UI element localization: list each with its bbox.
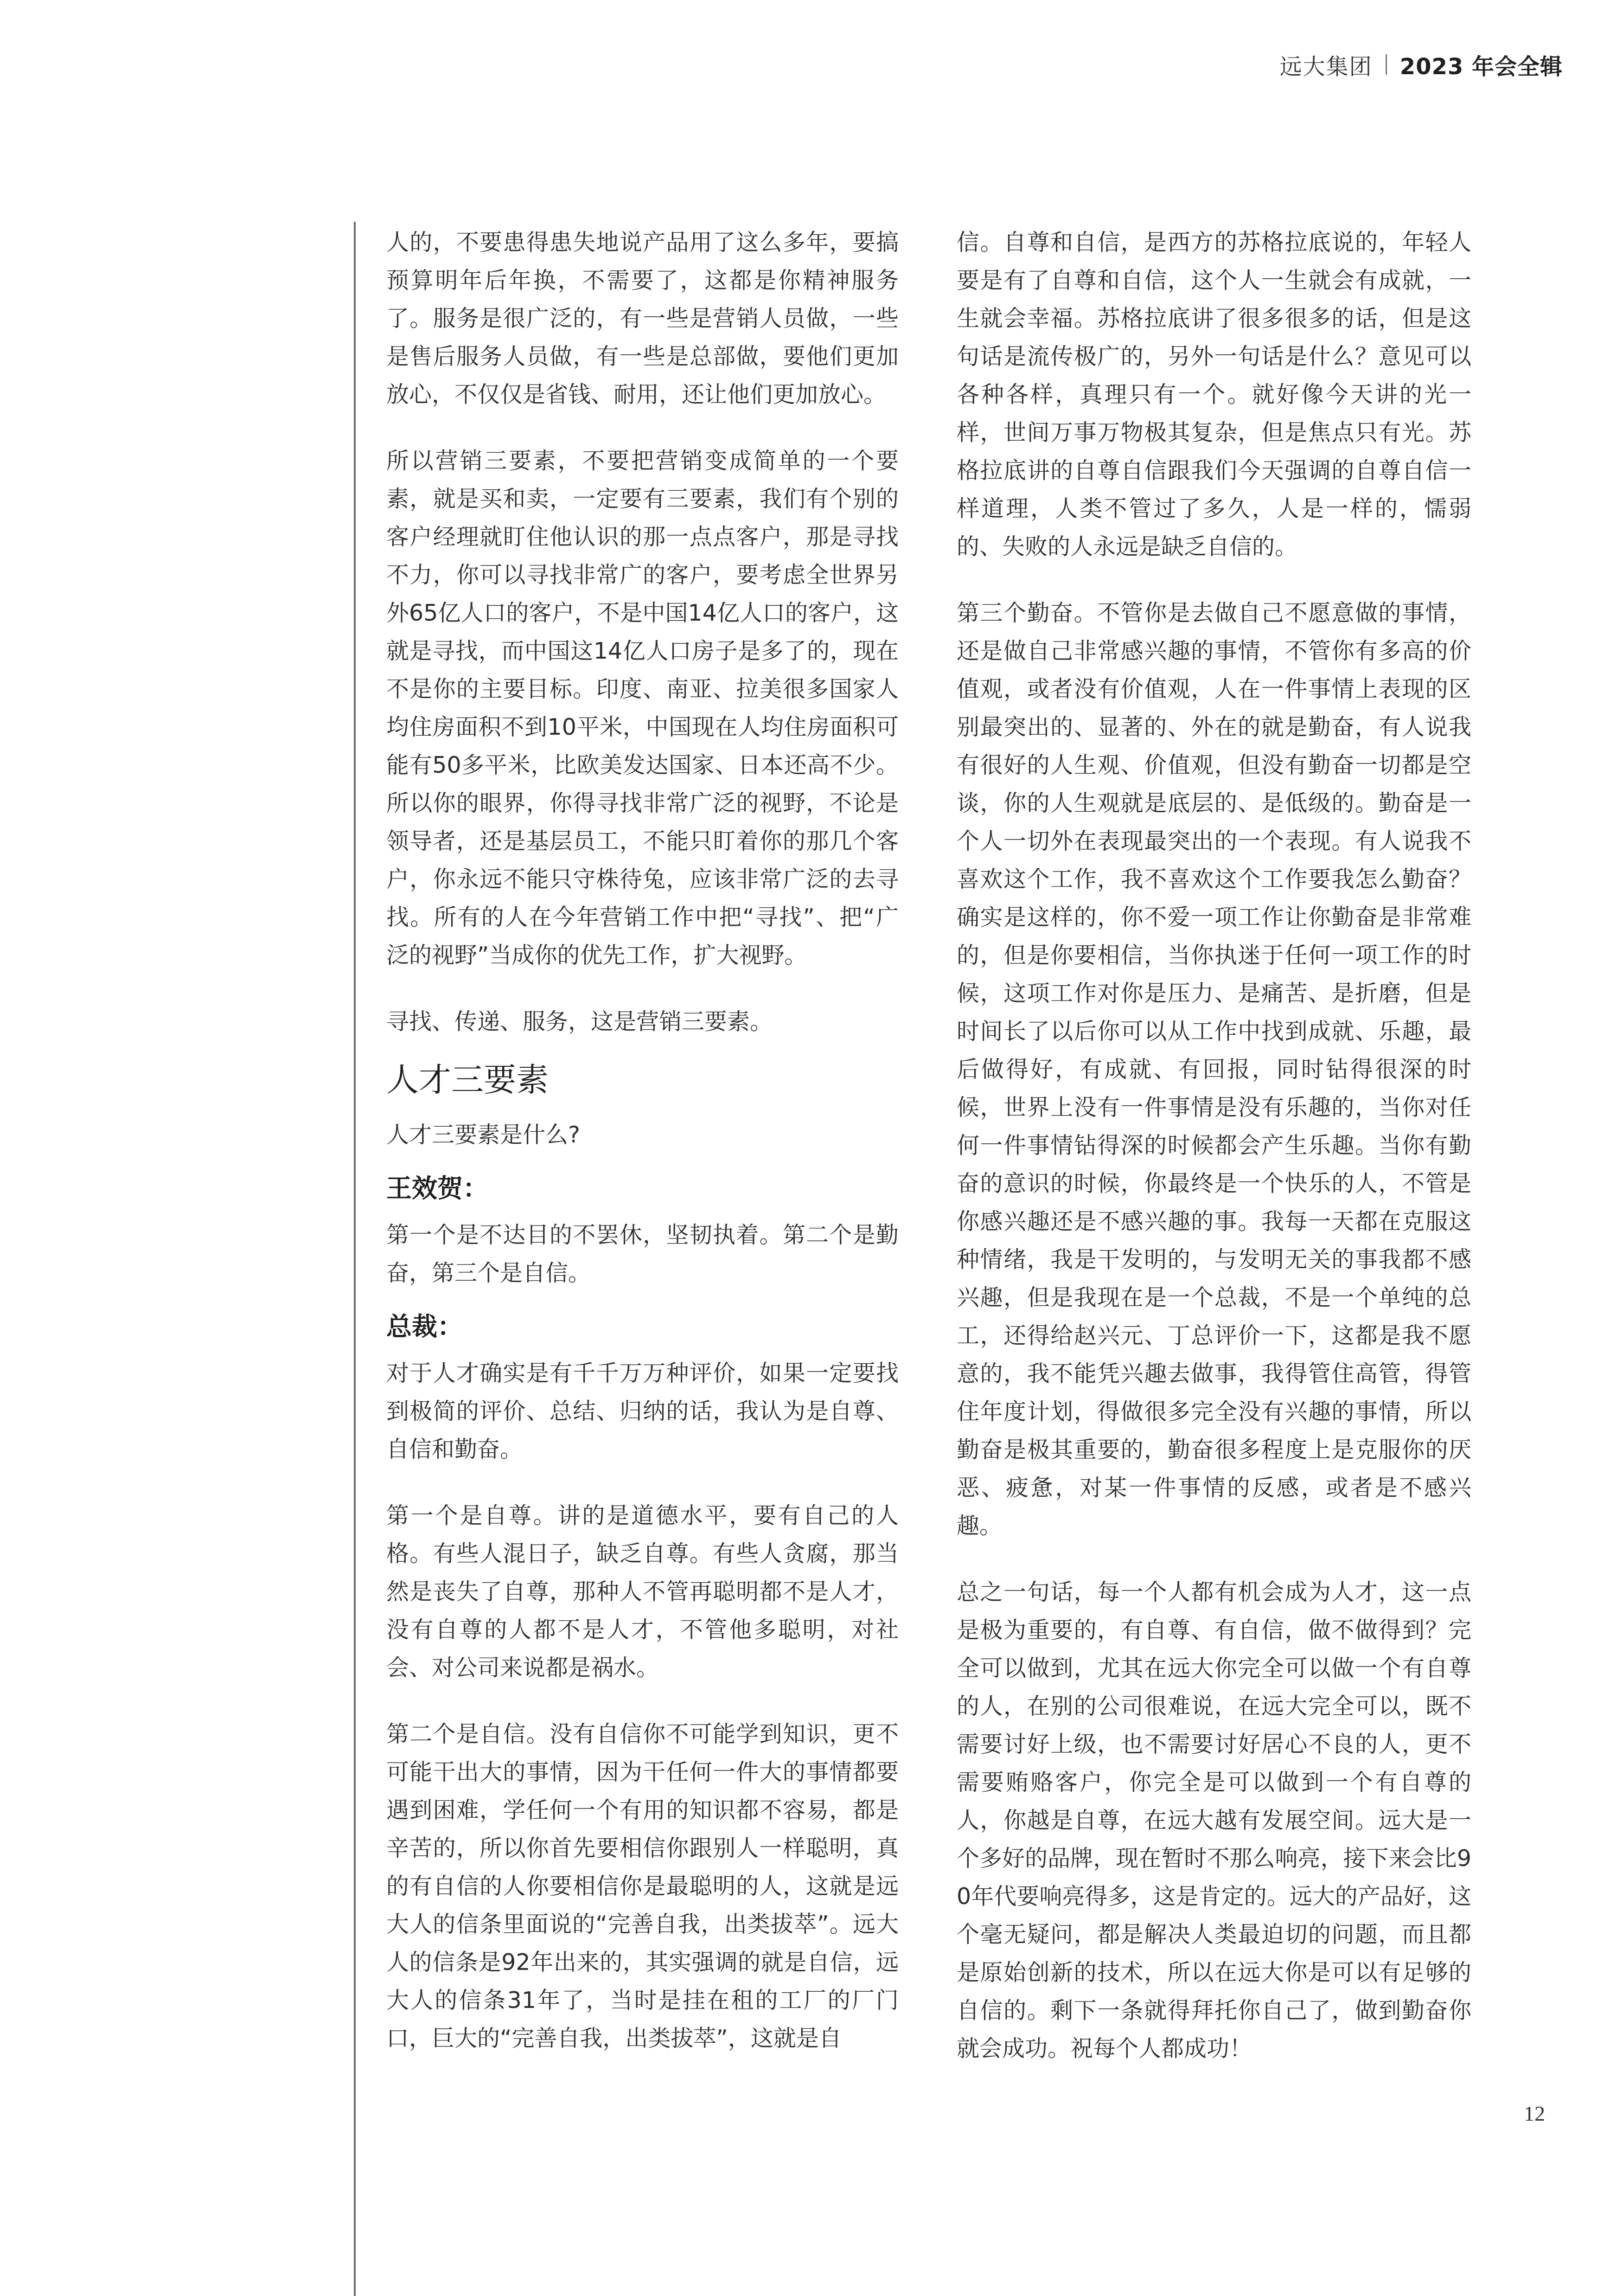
paragraph: 对于人才确实是有千千万万种评价，如果一定要找到极简的评价、总结、归纳的话，我认为是自尊、自信和勤奋。 [386,1360,899,1462]
paragraph: 总之一句话，每一个人都有机会成为人才，这一点是极为重要的，有自尊、有自信，做不做得到？完全可以做到，尤其在远大你完全可以做一个有自尊的人，在别的公司很难说，在远大完全可以，既不需要讨好上级，也不需要讨好居心不良的人，更不需要贿赂客户，你完全是可以做到一个有自尊的人，你越是自尊，在远大越有发展空间。远大是一个多好的品牌，现在暂时不那么响亮，接下来会比90年代要响亮得多，这是肯定的。远大的产品好，这个毫无疑问，都是解决人类最迫切的问题，而且都是原始创新的技术，所以在远大你是可以有足够的自信的。剩下一条就得拜托你自己了，做到勤奋你就会成功。祝每个人都成功！ [957,1579,1471,2062]
paragraph: 第二个是自信。没有自信你不可能学到知识，更不可能干出大的事情，因为干任何一件大的事情都要遇到困难，学任何一个有用的知识都不容易，都是辛苦的，所以你首先要相信你跟别人一样聪明，真的有自信的人你要相信你是最聪明的人，这就是远大人的信条里面说的“完善自我，出类拔萃”。远大人的信条是92年出来的，其实强调的就是自信，远大人的信条31年了，当时是挂在租的工厂的厂门口，巨大的“完善自我，出类拔萃”，这就是自 [386,1721,899,2052]
speaker-label: 总裁： [386,1312,463,1341]
paragraph: 寻找、传递、服务，这是营销三要素。 [386,1008,773,1035]
publication-title: 2023 年会全辑 [1399,53,1563,80]
paragraph: 人的，不要患得患失地说产品用了这么多年，要搞预算明年后年换，不需要了，这都是你精神服务了。服务是很广泛的，有一些是营销人员做，一些是售后服务人员做，有一些是总部做，要他们更加放心，不仅仅是省钱、耐用，还让他们更加放心。 [386,229,899,408]
vertical-rule [354,222,356,2296]
paragraph: 第一个是不达目的不罢休，坚韧执着。第二个是勤奋，第三个是自信。 [386,1222,899,1286]
question: 人才三要素是什么? [386,1122,581,1148]
paragraph: 第三个勤奋。不管你是去做自己不愿意做的事情，还是做自己非常感兴趣的事情，不管你有多高的价值观，或者没有价值观，人在一件事情上表现的区别最突出的、显著的、外在的就是勤奋，有人说我有很好的人生观、价值观，但没有勤奋一切都是空谈，你的人生观就是底层的、是低级的。勤奋是一个人一切外在表现最突出的一个表现。有人说我不喜欢这个工作，我不喜欢这个工作要我怎么勤奋？确实是这样的，你不爱一项工作让你勤奋是非常难的，但是你要相信，当你执迷于任何一项工作的时候，这项工作对你是压力、是痛苦、是折磨，但是时间长了以后你可以从工作中找到成就、乐趣，最后做得好，有成就、有回报，同时钻得很深的时候，世界上没有一件事情是没有乐趣的，当你对任何一件事情钻得深的时候都会产生乐趣。当你有勤奋的意识的时候，你最终是一个快乐的人，不管是你感兴趣还是不感兴趣的事。我每一天都在克服这种情绪，我是干发明的，与发明无关的事我都不感兴趣，但是我现在是一个总裁，不是一个单纯的总工，还得给赵兴元、丁总评价一下，这都是我不愿意的，我不能凭兴趣去做事，我得管住高管，得管住年度计划，得做很多完全没有兴趣的事情，所以勤奋是极其重要的，勤奋很多程度上是克服你的厌恶、疲惫，对某一件事情的反感，或者是不感兴趣。 [957,600,1471,1539]
paragraph: 第一个是自尊。讲的是道德水平，要有自己的人格。有些人混日子，缺乏自尊。有些人贪腐，那当然是丧失了自尊，那种人不管再聪明都不是人才，没有自尊的人都不是人才，不管他多聪明，对社会、对公司来说都是祸水。 [386,1502,899,1681]
paragraph: 信。自尊和自信，是西方的苏格拉底说的，年轻人要是有了自尊和自信，这个人一生就会有成就，一生就会幸福。苏格拉底讲了很多很多的话，但是这句话是流传极广的，另外一句话是什么？意见可以各种各样，真理只有一个。就好像今天讲的光一样，世间万事万物极其复杂，但是焦点只有光。苏格拉底讲的自尊自信跟我们今天强调的自尊自信一样道理，人类不管过了多久，人是一样的，懦弱的、失败的人永远是缺乏自信的。 [957,229,1471,560]
section-heading: 人才三要素 [386,1061,549,1099]
paragraph: 所以营销三要素，不要把营销变成简单的一个要素，就是买和卖，一定要有三要素，我们有个别的客户经理就盯住他认识的那一点点客户，那是寻找不力，你可以寻找非常广的客户，要考虑全世界另外65亿人口的客户，不是中国14亿人口的客户，这就是寻找，而中国这14亿人口房子是多了的，现在不是你的主要目标。印度、南亚、拉美很多国家人均住房面积不到10平米，中国现在人均住房面积可能有50多平米，比欧美发达国家、日本还高不少。所以你的眼界，你得寻找非常广泛的视野，不论是领导者，还是基层员工，不能只盯着你的那几个客户，你永远不能只守株待兔，应该非常广泛的去寻找。所有的人在今年营销工作中把“寻找”、把“广泛的视野”当成你的优先工作，扩大视野。 [386,448,899,968]
page-number: 12 [1524,2102,1545,2125]
header-divider [1386,54,1387,75]
left-column [386,224,899,2086]
speaker-label: 王效贺： [386,1174,489,1203]
right-column [957,224,1471,2096]
brand-name: 远大集团 [1279,53,1373,80]
running-header [1280,48,1563,81]
